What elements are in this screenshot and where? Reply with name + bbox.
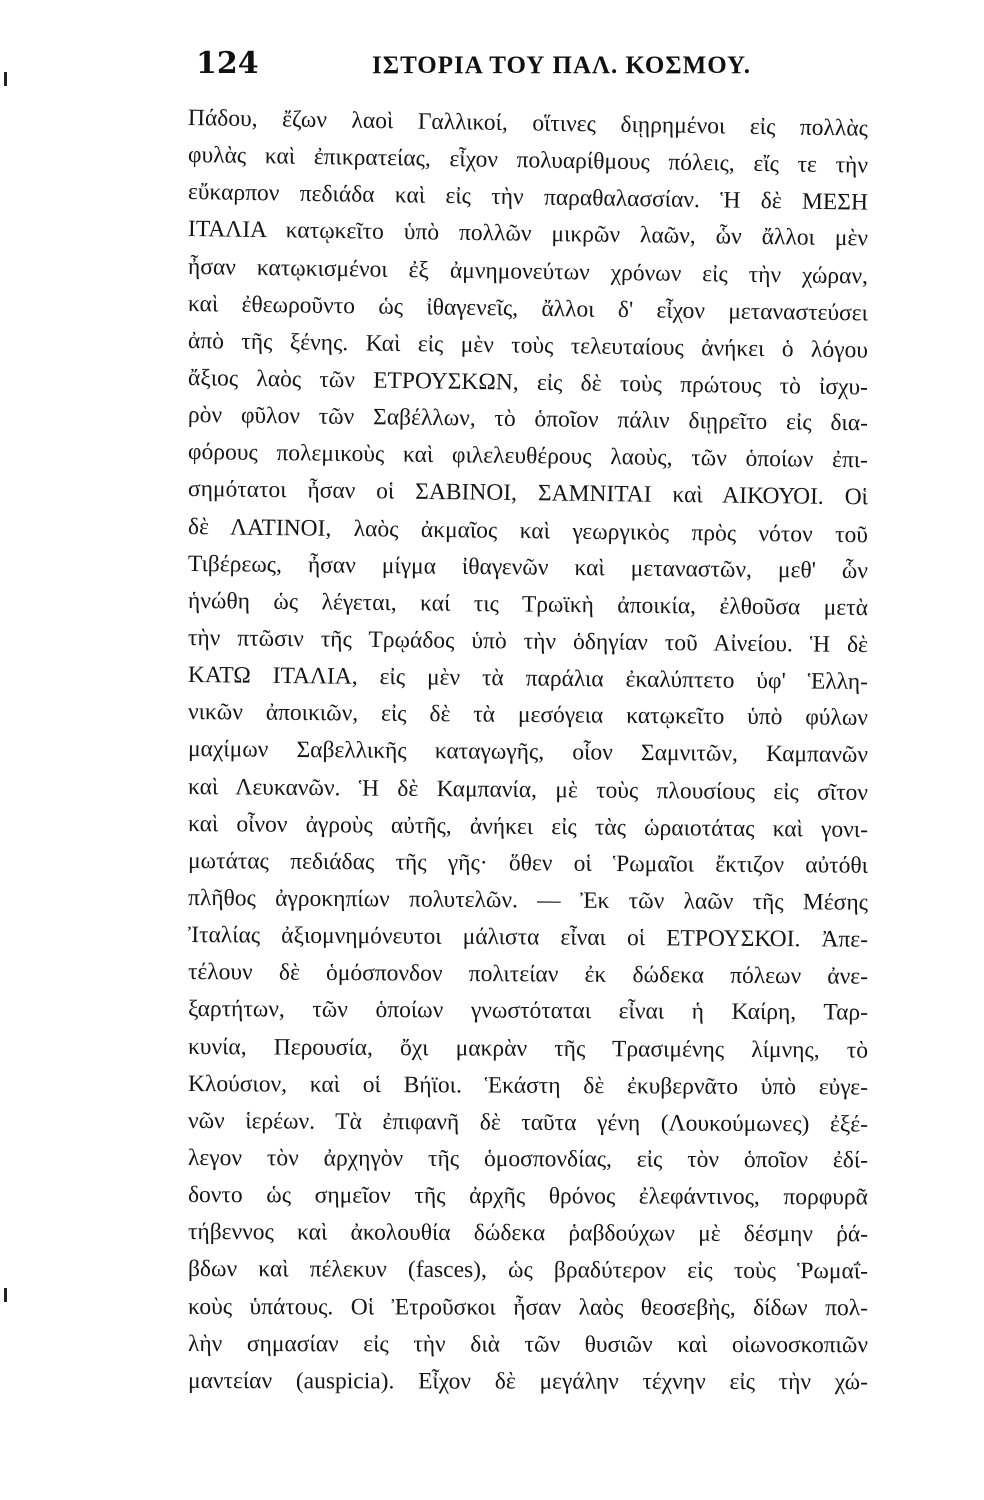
text-line: λεγον τὸν ἀρχηγὸν τῆς ὁμοσπονδίας, εἰς τὸν ὁποῖον ἐδί-: [187, 1144, 869, 1174]
text-line: ΚΑΤΩ ΙΤΑΛΙΑ, εἰς μὲν τὰ παράλια ἐκαλύπτετο ὑφ' Ἑλλη-: [187, 662, 869, 696]
text-line: Ἰταλίας ἀξιομνημόνευτοι μάλιστα εἶναι οἱ ΕΤΡΟΥΣΚΟΙ. Ἀπε-: [187, 922, 869, 953]
text-line: βδων καὶ πέλεκυν (fasces), ὡς βραδύτερον εἰς τοὺς Ῥωμαΐ-: [187, 1256, 869, 1285]
text-line: τήβεννος καὶ ἀκολουθία δώδεκα ῥαβδούχων μὲ δέσμην ῥά-: [187, 1219, 869, 1248]
text-line: σημότατοι ἦσαν οἱ ΣΑΒΙΝΟΙ, ΣΑΜΝΙΤΑΙ καὶ ΑΙΚΟΥΟΙ. Οἱ: [187, 476, 869, 511]
text-line: δοντο ὡς σημεῖον τῆς ἀρχῆς θρόνος ἐλεφάντινος, πορφυρᾶ: [187, 1182, 869, 1211]
body-text: [188, 100, 868, 1400]
page-header: [196, 46, 766, 96]
text-line: πλῆθος ἀγροκηπίων πολυτελῶν. — Ἐκ τῶν λαῶν τῆς Μέσης: [187, 884, 869, 916]
text-line: τέλουν δὲ ὁμόσπονδον πολιτείαν ἐκ δώδεκα πόλεων ἀνε-: [187, 959, 869, 990]
text-line: μαχίμων Σαβελλικῆς καταγωγῆς, οἷον Σαμνιτῶν, Καμπανῶν: [187, 736, 869, 769]
text-line: μαντείαν (auspicia). Εἶχον δὲ μεγάλην τέχνην εἰς τὴν χώ-: [187, 1367, 869, 1395]
text-line: δὲ ΛΑΤΙΝΟΙ, λαὸς ἀκμαῖος καὶ γεωργικὸς πρὸς νότον τοῦ: [187, 513, 869, 548]
page-number: 124: [196, 46, 259, 81]
text-line: καὶ ἐθεωροῦντο ὡς ἰθαγενεῖς, ἄλλοι δ' εἶχον μεταναστεύσει: [187, 290, 869, 327]
text-line: κυνία, Περουσία, ὄχι μακρὰν τῆς Τρασιμένης λίμνης, τὸ: [187, 1033, 869, 1064]
text-line: Κλούσιον, καὶ οἱ Βήϊοι. Ἑκάστη δὲ ἐκυβερνᾶτο ὑπὸ εὐγε-: [187, 1070, 869, 1101]
text-line: νῶν ἱερέων. Τὰ ἐπιφανῆ δὲ ταῦτα γένη (Λουκούμωνες) ἐξέ-: [187, 1107, 869, 1138]
text-line: εὔκαρπον πεδιάδα καὶ εἰς τὴν παραθαλασσίαν. Ἡ δὲ ΜΕΣΗ: [187, 179, 869, 216]
text-line: ΙΤΑΛΙΑ κατῳκεῖτο ὑπὸ πολλῶν μικρῶν λαῶν, ὧν ἄλλοι μὲν: [187, 216, 869, 252]
binding-edge-mark: [4, 72, 7, 86]
binding-edge-mark: [4, 1288, 7, 1302]
text-line: καὶ οἶνον ἀγροὺς αὐτῆς, ἀνήκει εἰς τὰς ὡραιοτάτας καὶ γονι-: [187, 810, 869, 843]
text-line: φόρους πολεμικοὺς καὶ φιλελευθέρους λαοὺς, τῶν ὁποίων ἐπι-: [187, 439, 869, 474]
text-line: μωτάτας πεδιάδας τῆς γῆς· ὅθεν οἱ Ῥωμαῖοι ἔκτιζον αὐτόθι: [187, 847, 869, 879]
text-line: ἀπὸ τῆς ξένης. Καὶ εἰς μὲν τοὺς τελευταίους ἀνήκει ὁ λόγου: [187, 327, 869, 364]
text-line: λὴν σημασίαν εἰς τὴν διὰ τῶν θυσιῶν καὶ οἰωνοσκοπιῶν: [187, 1330, 869, 1358]
text-line: κοὺς ὑπάτους. Οἱ Ἐτροῦσκοι ἦσαν λαὸς θεοσεβὴς, δίδων πολ-: [187, 1293, 869, 1321]
text-line: Τιβέρεως, ἦσαν μίγμα ἰθαγενῶν καὶ μεταναστῶν, μεθ' ὧν: [187, 550, 869, 584]
text-line: ρὸν φῦλον τῶν Σαβέλλων, τὸ ὁποῖον πάλιν διῃρεῖτο εἰς δια-: [187, 402, 869, 437]
text-line: καὶ Λευκανῶν. Ἡ δὲ Καμπανία, μὲ τοὺς πλουσίους εἰς σῖτον: [187, 773, 869, 806]
text-line: ξαρτήτων, τῶν ὁποίων γνωστόταται εἶναι ἡ Καίρη, Ταρ-: [187, 996, 869, 1026]
text-line: τὴν πτῶσιν τῆς Τρῳάδος ὑπὸ τὴν ὁδηγίαν τοῦ Αἰνείου. Ἡ δὲ: [187, 624, 869, 659]
text-line: φυλὰς καὶ ἐπικρατείας, εἶχον πολυαρίθμους πόλεις, εἴς τε τὴν: [187, 142, 869, 179]
text-line: ἄξιος λαὸς τῶν ΕΤΡΟΥΣΚΩΝ, εἰς δὲ τοὺς πρώτους τὸ ἰσχυ-: [187, 364, 869, 401]
text-line: ἡνώθη ὡς λέγεται, καί τις Τρωϊκὴ ἀποικία, ἐλθοῦσα μετὰ: [187, 587, 869, 621]
running-title: ΙΣΤΟΡΙΑ ΤΟΥ ΠΑΛ. ΚΟΣΜΟΥ.: [372, 52, 752, 79]
text-line: ἦσαν κατῳκισμένοι ἐξ ἀμνημονεύτων χρόνων εἰς τὴν χώραν,: [187, 253, 869, 290]
text-line: Πάδου, ἔζων λαοὶ Γαλλικοί, οἵτινες διῃρημένοι εἰς πολλὰς: [187, 105, 869, 142]
text-line: νικῶν ἀποικιῶν, εἰς δὲ τὰ μεσόγεια κατῳκεῖτο ὑπὸ φύλων: [187, 699, 869, 732]
